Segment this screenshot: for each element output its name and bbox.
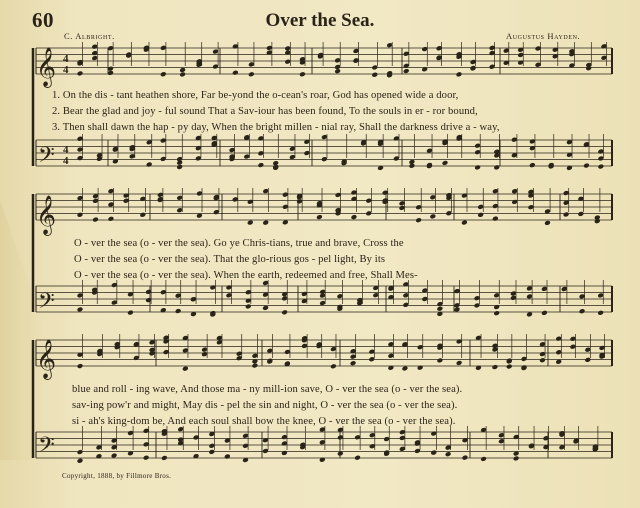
note-head	[245, 304, 252, 310]
treble-clef-icon: 𝄞	[36, 195, 57, 235]
bass-clef-icon: 𝄢	[38, 289, 55, 319]
note-head	[493, 304, 500, 310]
note-head	[77, 71, 84, 77]
note-head	[594, 218, 601, 224]
note-head	[579, 308, 586, 314]
note-head	[597, 310, 604, 316]
note-head	[247, 220, 254, 226]
treble-clef-icon: 𝄞	[36, 339, 57, 379]
note-head	[258, 162, 265, 168]
note-head	[351, 214, 358, 220]
note-head	[513, 455, 520, 461]
lyric-line: O - ver the sea (o - ver the sea). Go ye Chris-tians, true and brave, Cross the	[74, 238, 404, 249]
svg-text:4: 4	[63, 144, 69, 156]
lyricist-credit: C. Albright.	[64, 31, 115, 41]
note-head	[477, 212, 484, 218]
note-head	[281, 309, 288, 315]
note-head	[161, 455, 168, 461]
note-head	[92, 217, 99, 223]
note-head	[354, 455, 361, 461]
note-head	[127, 310, 134, 316]
note-head	[77, 458, 84, 464]
note-head	[77, 363, 84, 369]
note-head	[474, 164, 481, 170]
note-head	[493, 164, 500, 170]
note-head	[330, 363, 337, 369]
lyric-line: 1. On the dis - tant heathen shore, Far be-yond the o-cean's roar, God has opened wide a door,	[52, 90, 459, 101]
note-head	[456, 71, 463, 77]
treble-clef-icon: 𝄞	[36, 47, 57, 87]
copyright-notice: Copyright, 1888, by Fillmore Bros.	[62, 472, 172, 480]
note-head	[403, 68, 410, 74]
note-head	[179, 67, 186, 73]
note-head	[409, 163, 416, 169]
note-head	[371, 72, 378, 78]
note-head	[175, 308, 182, 314]
note-head	[480, 456, 487, 462]
lyric-line: 2. Bear the glad and joy - ful sound That a Sav-iour has been found, To the souls in er - ror bound,	[52, 106, 478, 117]
note-head	[146, 162, 153, 168]
note-head	[445, 451, 452, 457]
note-head	[248, 71, 255, 77]
note-head	[160, 71, 167, 77]
bass-clef-icon: 𝄢	[38, 143, 55, 173]
lyric-line: sav-ing pow'r and might, May dis - pel the sin and night, O - ver the sea (o - ver the sea).	[72, 400, 458, 411]
note-head	[176, 164, 183, 170]
note-head	[224, 454, 231, 460]
lyric-line: 3. Then shall dawn the hap - py day, When the bright millen - nial ray, Shall the darkness drive a - way,	[52, 122, 500, 133]
note-head	[437, 358, 444, 364]
note-head	[299, 71, 306, 77]
note-head	[529, 162, 536, 168]
note-head	[461, 220, 468, 226]
note-head	[281, 450, 288, 456]
note-head	[415, 217, 422, 223]
lyric-line: blue and roll - ing wave, And those ma - ny mill-ion save, O - ver the sea (o - ver the sea).	[72, 384, 463, 395]
note-head	[143, 455, 150, 461]
lyric-line: si - ah's king-dom be, And each soul shall bow the knee, O - ver the sea (o - ver the sea).	[72, 416, 456, 427]
svg-text:4: 4	[63, 53, 69, 65]
note-head	[454, 307, 461, 313]
note-head	[77, 306, 84, 312]
note-head	[108, 216, 115, 222]
note-head	[430, 450, 437, 456]
svg-text:4: 4	[63, 64, 69, 76]
page-number: 60	[32, 8, 54, 32]
note-head	[437, 306, 444, 312]
bass-clef-icon: 𝄢	[38, 433, 55, 463]
note-head	[139, 212, 146, 218]
note-head	[462, 455, 469, 461]
note-head	[492, 364, 499, 370]
note-head	[541, 310, 548, 316]
lyric-line: O - ver the sea (o - ver the sea). That the glo-rious gos - pel light, By its	[74, 254, 386, 265]
note-head	[598, 164, 605, 170]
note-head	[506, 364, 513, 370]
note-head	[350, 360, 357, 366]
composer-credit: Augustus Hayden.	[506, 31, 581, 41]
note-head	[77, 212, 84, 218]
note-head	[583, 163, 590, 169]
note-head	[539, 357, 546, 363]
note-head	[456, 360, 463, 366]
note-head	[492, 216, 499, 222]
note-head	[262, 220, 269, 226]
note-head	[442, 160, 449, 166]
note-head	[182, 366, 189, 372]
note-head	[179, 72, 186, 78]
hymn-title: Over the Sea.	[265, 10, 375, 31]
note-head	[316, 214, 323, 220]
note-head	[429, 213, 436, 219]
note-head	[252, 363, 259, 369]
note-head	[563, 212, 570, 218]
note-head	[232, 70, 239, 76]
note-head	[544, 220, 551, 226]
lyric-line: O - ver the sea (o - ver the sea). When the earth, redeemed and free, Shall Mes-	[74, 270, 418, 281]
svg-text:4: 4	[63, 155, 69, 167]
note-head	[493, 310, 500, 316]
note-head	[111, 453, 118, 459]
